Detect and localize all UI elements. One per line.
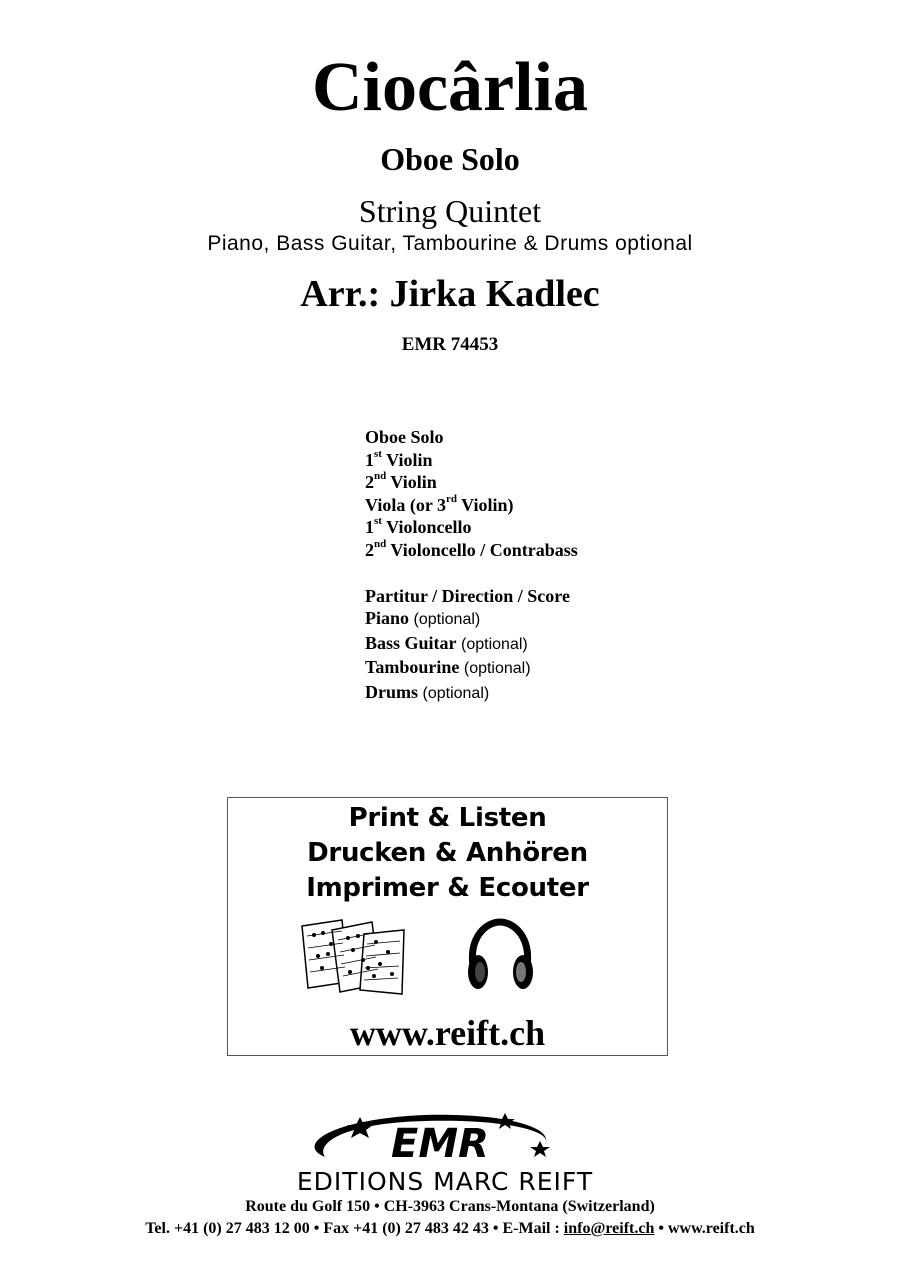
email-link[interactable]: info@reift.ch (563, 1220, 655, 1237)
optional-instruments: Piano, Bass Guitar, Tambourine & Drums optional (207, 232, 693, 255)
promo-imprimer-ecouter: Imprimer & Ecouter (306, 873, 589, 903)
part-violoncello-2: 2nd Violoncello / Contrabass (365, 537, 578, 560)
part-violoncello-1: 1st Violoncello (365, 515, 472, 538)
publisher-name: EDITIONS MARC REIFT (296, 1167, 594, 1195)
contact-website: • www.reift.ch (654, 1220, 755, 1237)
promo-website[interactable]: www.reift.ch (349, 1013, 546, 1053)
part-oboe-solo: Oboe Solo (365, 427, 444, 447)
part-bass-guitar: Bass Guitar (optional) (365, 632, 528, 653)
catalog-number: EMR 74453 (401, 334, 499, 355)
part-violin-2: 2nd Violin (365, 470, 437, 493)
parts-list (365, 426, 578, 706)
emr-logo-text: EMR (391, 1121, 489, 1167)
part-drums: Drums (optional) (365, 681, 490, 702)
part-score: Partitur / Direction / Score (365, 585, 570, 606)
arranger: Arr.: Jirka Kadlec (300, 273, 600, 315)
headphones-icon (463, 916, 538, 996)
ensemble: String Quintet (358, 193, 542, 229)
promo-print-listen: Print & Listen (348, 803, 547, 833)
part-viola: Viola (or 3rd Violin) (365, 492, 514, 515)
part-violin-1: 1st Violin (365, 447, 433, 470)
solo-instrument: Oboe Solo (380, 141, 520, 177)
part-tambourine: Tambourine (optional) (365, 657, 531, 678)
promo-drucken-anhoeren: Drucken & Anhören (307, 838, 588, 868)
print-listen-box (227, 797, 668, 1056)
part-piano: Piano (optional) (365, 608, 481, 629)
emr-logo (255, 1105, 645, 1195)
sheet-music-icon (298, 916, 413, 996)
contact-phone-fax: Tel. +41 (0) 27 483 12 00 • Fax +41 (0) 27 483 42 43 • E-Mail : (145, 1220, 564, 1237)
piece-title: Ciocârlia (311, 49, 589, 126)
publisher-address: Route du Golf 150 • CH-3963 Crans-Montana (Switzerland) (245, 1198, 655, 1215)
publisher-contact (0, 1219, 900, 1239)
